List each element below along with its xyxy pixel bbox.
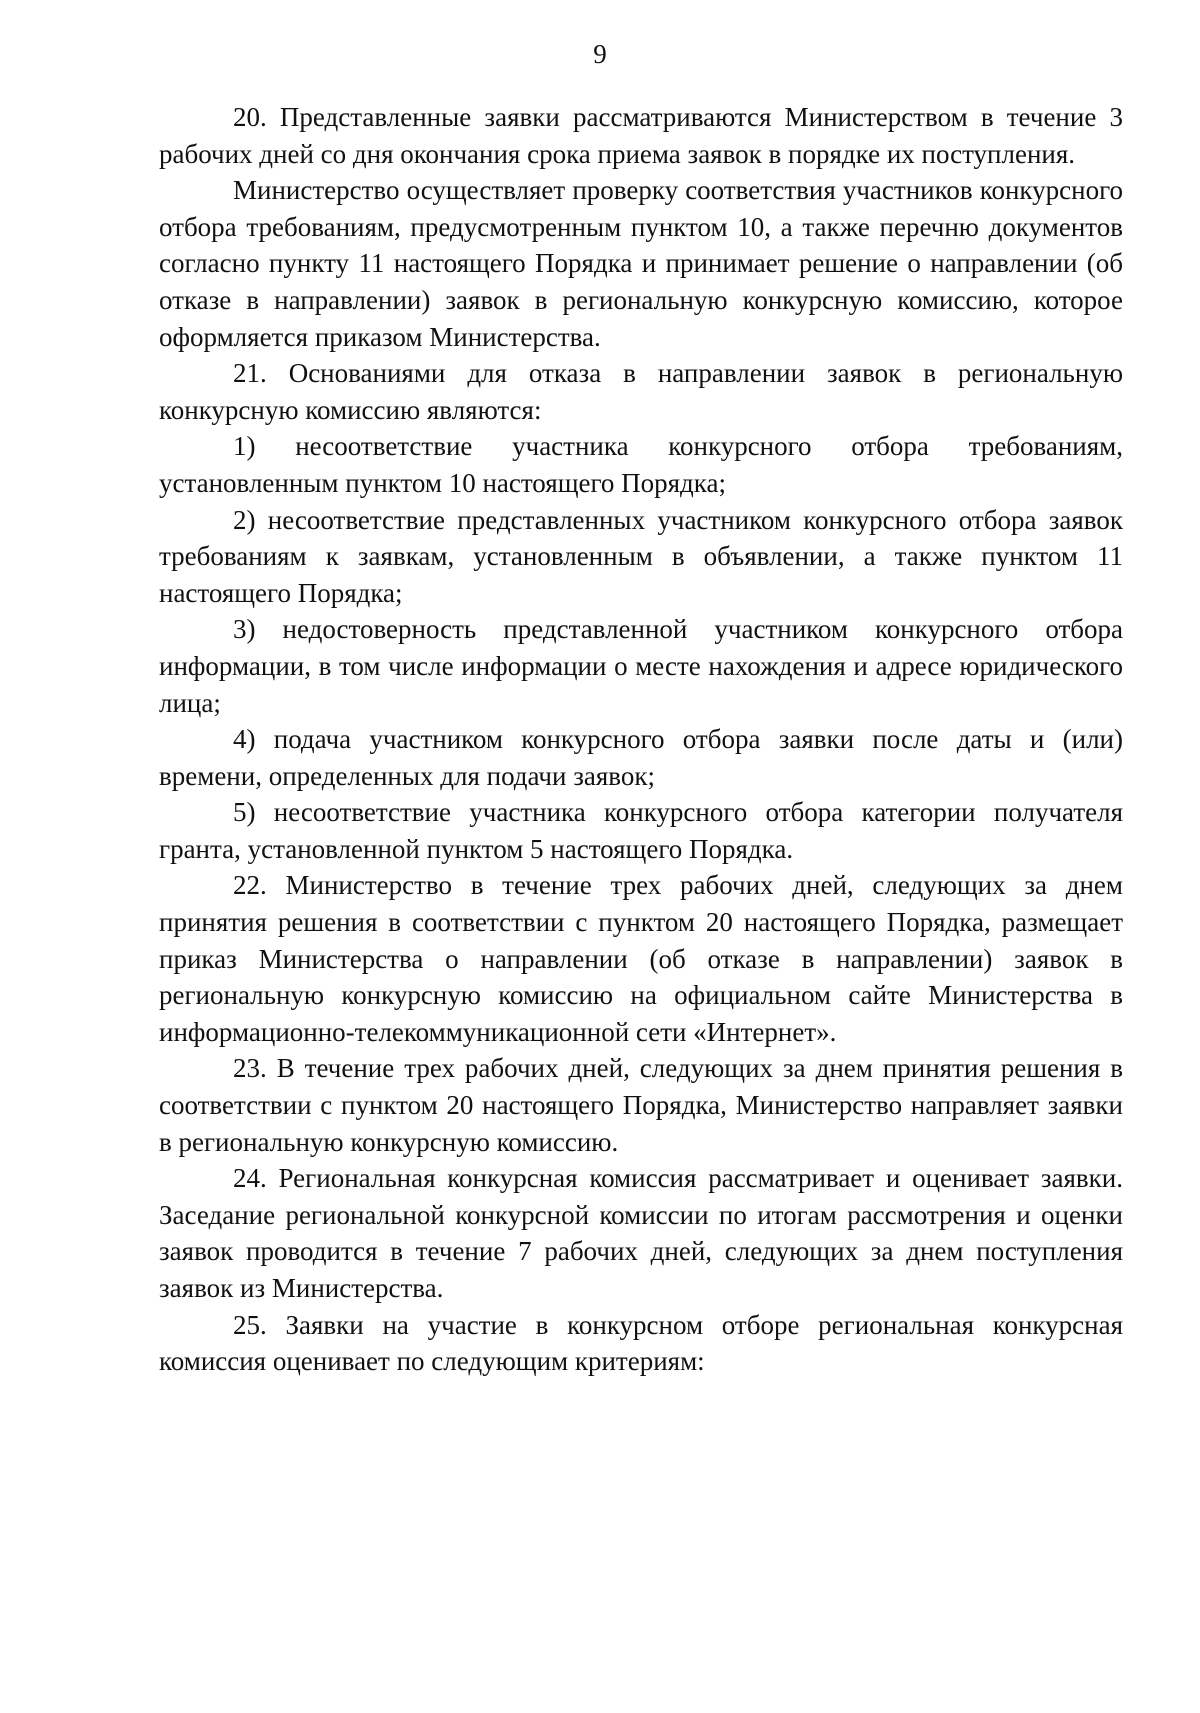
list-item-21-2: 2) несоответствие представленных участником конкурсного отбора заявок требованиям к заявкам, установленным в объявлении, а также пунктом 11 настоящего Порядка;	[159, 504, 1123, 608]
paragraph-22: 22. Министерство в течение трех рабочих дней, следующих за днем принятия решения в соответствии с пунктом 20 настоящего Порядка, размещает приказ Министерства о направлении (об отказе в направлении) заявок в региональную конкурсную комиссию на официальном сайте Министерства в информационно-телекоммуникационной сети «Интернет».	[159, 870, 1123, 1047]
list-item-21-3: 3) недостоверность представленной участником конкурсного отбора информации, в том числе информации о месте нахождения и адресе юридического лица;	[159, 614, 1123, 718]
paragraph-24: 24. Региональная конкурсная комиссия рассматривает и оценивает заявки. Заседание региональной конкурсной комиссии по итогам рассмотрения и оценки заявок проводится в течение 7 рабочих дней, следующих за днем поступления заявок из Министерства.	[159, 1163, 1123, 1303]
list-item-21-1: 1) несоответствие участника конкурсного отбора требованиям, установленным пунктом 10 настоящего Порядка;	[159, 431, 1123, 498]
paragraph-23: 23. В течение трех рабочих дней, следующих за днем принятия решения в соответствии с пунктом 20 настоящего Порядка, Министерство направляет заявки в региональную конкурсную комиссию.	[159, 1053, 1123, 1157]
document-body	[159, 99, 1123, 1380]
paragraph-21: 21. Основаниями для отказа в направлении заявок в региональную конкурсную комиссию являются:	[159, 358, 1123, 425]
paragraph-25: 25. Заявки на участие в конкурсном отборе региональная конкурсная комиссия оценивает по следующим критериям:	[159, 1309, 1123, 1377]
paragraph-ministry-check: Министерство осуществляет проверку соответствия участников конкурсного отбора требованиям, предусмотренным пунктом 10, а также перечню документов согласно пункту 11 настоящего Порядка и принимает решение о направлении (об отказе в направлении) заявок в региональную конкурсную комиссию, которое оформляется приказом Министерства.	[159, 175, 1123, 352]
list-item-21-4: 4) подача участником конкурсного отбора заявки после даты и (или) времени, определенных для подачи заявок;	[159, 724, 1123, 791]
paragraph-20: 20. Представленные заявки рассматриваются Министерством в течение 3 рабочих дней со дня окончания срока приема заявок в порядке их поступления.	[159, 102, 1123, 169]
list-item-21-5: 5) несоответствие участника конкурсного отбора категории получателя гранта, установленной пунктом 5 настоящего Порядка.	[159, 797, 1123, 864]
page-number: 9	[593, 39, 607, 69]
